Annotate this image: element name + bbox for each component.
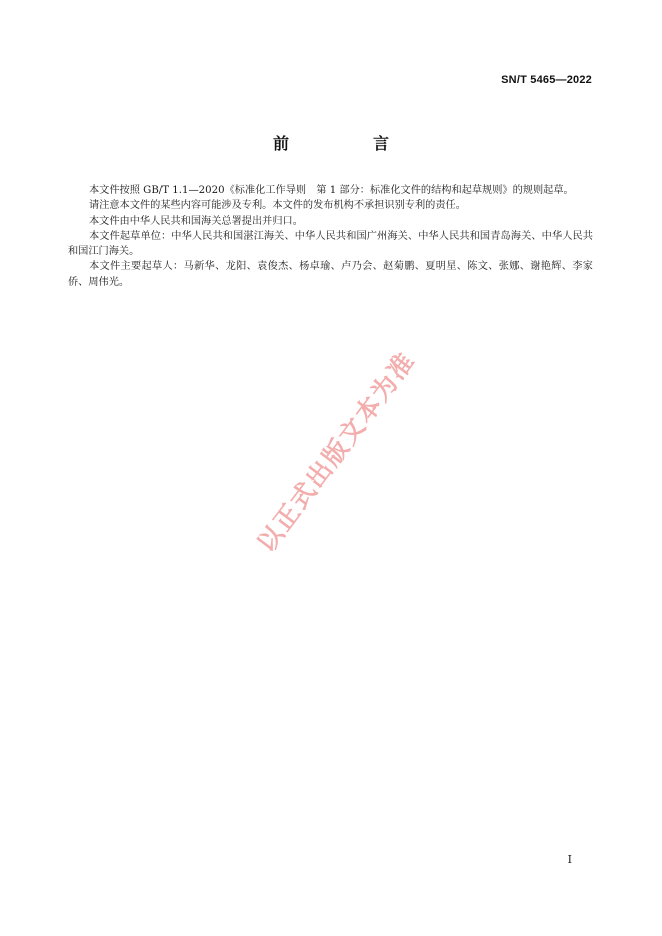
paragraph-proposer: 本文件由中华人民共和国海关总署提出并归口。 xyxy=(89,215,303,227)
standard-code: SN/T 5465—2022 xyxy=(501,74,592,86)
page-title: 前 言 xyxy=(272,134,423,153)
page-number: I xyxy=(567,853,572,866)
paragraph-drafting-units: 本文件起草单位：中华人民共和国湛江海关、中华人民共和国广州海关、中华人民共和国青岛海关、中华人民共和国江门海关。 xyxy=(68,230,593,258)
watermark-stamp: 以正式出版文本为准 xyxy=(251,346,421,558)
paragraph-drafting-rules: 本文件按照 GB/T 1.1—2020《标准化工作导则 第 1 部分：标准化文件的结构和起草规则》的规则起草。 xyxy=(89,185,574,196)
paragraph-patent-notice: 请注意本文件的某些内容可能涉及专利。本文件的发布机构不承担识别专利的责任。 xyxy=(89,200,466,212)
foreword-body xyxy=(68,183,593,290)
paragraph-drafters: 本文件主要起草人：马新华、龙阳、袁俊杰、杨卓瑜、卢乃会、赵菊鹏、夏明星、陈文、张娜、谢艳辉、李家侨、周伟光。 xyxy=(68,261,593,288)
